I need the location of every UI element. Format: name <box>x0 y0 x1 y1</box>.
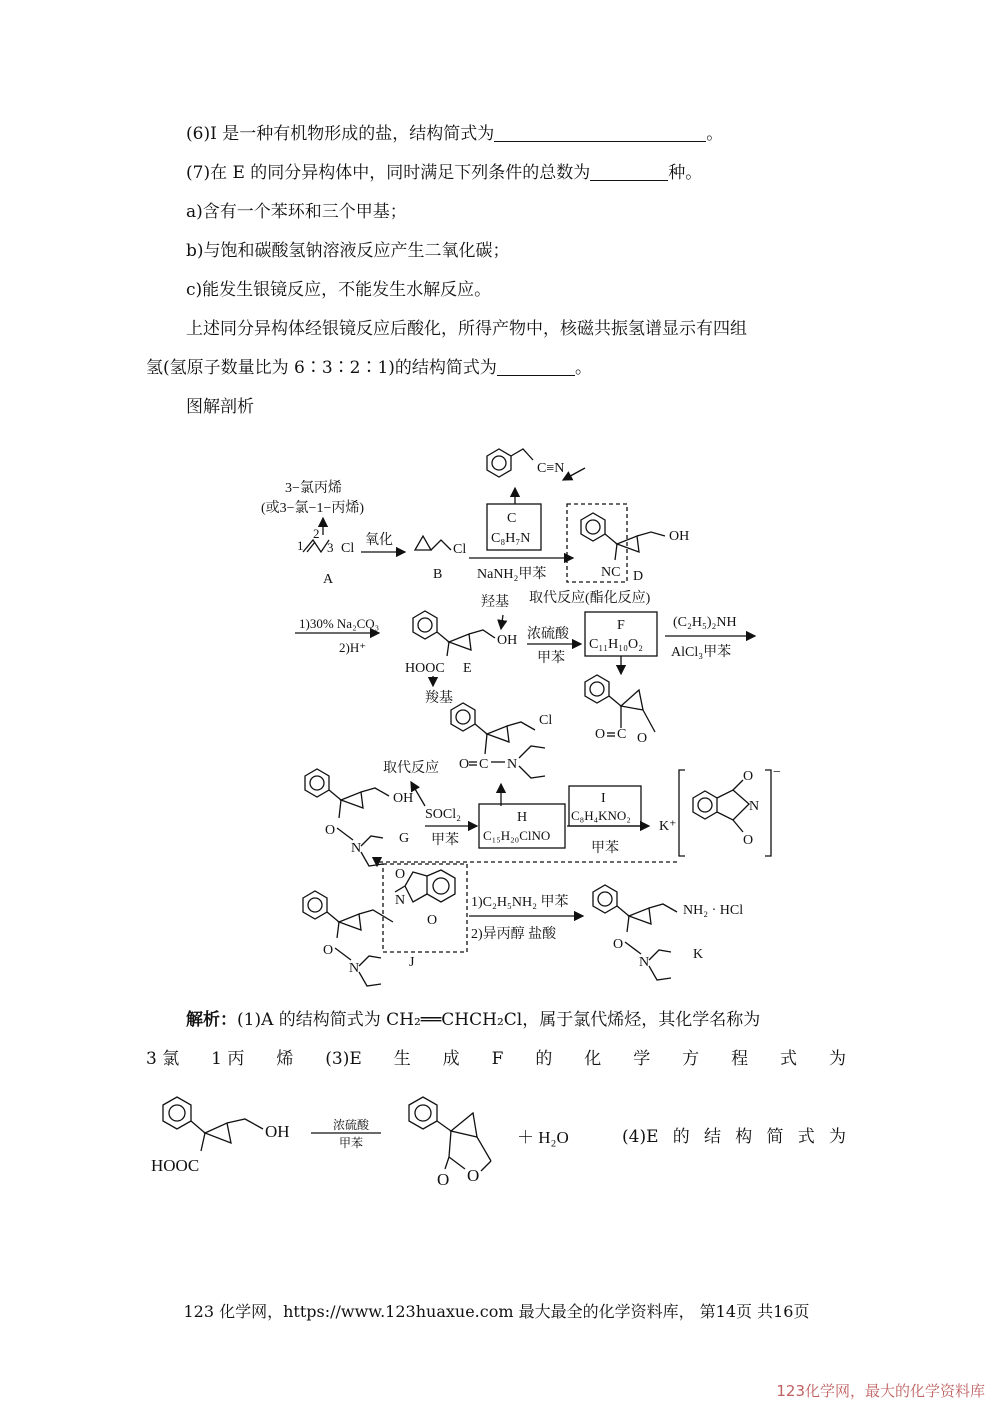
negative-charge: − <box>773 765 781 780</box>
reagent-name-2: (或3−氯−1−丙烯) <box>261 501 365 516</box>
explanation-word: 成 <box>442 1049 460 1069</box>
reagent-3-chloropropene-note <box>261 479 364 516</box>
aluminum-chloride-reagent: AlCl₃甲苯 <box>671 645 732 660</box>
phthalimide-anion <box>679 765 781 856</box>
explanation-word: 烯 <box>276 1049 294 1069</box>
reaction-scheme <box>255 440 781 1000</box>
toluene-solvent: 甲苯 <box>591 841 619 856</box>
carbonyl-oxygen: O <box>395 867 406 882</box>
toluene-solvent: 甲苯 <box>431 833 459 848</box>
label-K: K <box>693 947 704 962</box>
diethylamine-reagent: (C₂H₅)₂NH <box>673 615 737 630</box>
question-7 <box>186 161 702 185</box>
hydroxyl-note: 羟基 <box>481 595 509 610</box>
product-F <box>409 1097 491 1189</box>
atom-number-2: 2 <box>313 526 320 541</box>
carbonyl-oxygen: O <box>459 757 470 772</box>
potassium-ion: K⁺ <box>659 819 677 834</box>
explanation-word: 3 氯 <box>146 1049 180 1069</box>
explanation-line-3 <box>622 1125 846 1149</box>
page-footer: 123 化学网，https://www.123huaxue.com 最大最全的化学资料库， 第14页 共16页 <box>183 1302 810 1321</box>
paragraph-line-2 <box>146 356 592 380</box>
box-C-formula: C₈H₇N <box>491 531 531 546</box>
ethylamine-reagent: 1)C₂H₅NH₂ 甲苯 <box>471 895 569 910</box>
nitrile-label: C≡N <box>537 461 565 476</box>
amide-nitrogen: N <box>507 757 518 772</box>
imide-nitrogen: N <box>395 893 406 908</box>
carboxyl-label: HOOC <box>151 1156 200 1175</box>
molecule-D <box>567 504 689 584</box>
oxidation-label: 氧化 <box>365 533 393 548</box>
explanation-word: F <box>491 1049 504 1069</box>
explanation-word: 方 <box>682 1049 700 1069</box>
molecule-E <box>405 611 517 676</box>
box-H-formula: C₁₅H₂₀ClNO <box>483 828 551 843</box>
explanation-line-2 <box>146 1047 846 1071</box>
chlorine-label: Cl <box>453 542 467 557</box>
molecule-B <box>415 536 466 582</box>
box-H-label: H <box>517 810 528 825</box>
explanation-word: 化 <box>584 1049 602 1069</box>
explanation-word: (3)E <box>325 1049 362 1069</box>
molecule-J <box>303 864 467 986</box>
amide-nitrogen: N <box>351 841 362 856</box>
chlorine-label: Cl <box>539 713 553 728</box>
ring-oxygen: O <box>637 731 648 746</box>
carbonyl-oxygen: O <box>743 769 754 784</box>
explanation-text-1: (1)A 的结构简式为 CH₂══CHCH₂Cl，属于氯代烯烃，其化学名称为 <box>237 1010 761 1030</box>
isopropanol-reagent: 2)异丙醇 盐酸 <box>471 927 557 942</box>
carbonyl-oxygen: O <box>743 833 754 848</box>
sulfuric-acid-reagent: 浓硫酸 <box>527 627 569 642</box>
esterification-label: 取代反应(酯化反应) <box>529 591 651 606</box>
explanation-word: 式 <box>797 1127 815 1147</box>
amine-hydrochloride-label: NH₂ · HCl <box>683 903 744 918</box>
molecule-K <box>593 885 743 980</box>
explanation-word: 式 <box>780 1049 798 1069</box>
paragraph-line-2-end: 。 <box>574 358 592 378</box>
label-B: B <box>433 567 443 582</box>
box-I-formula: C₈H₄KNO₂ <box>571 808 631 823</box>
chloride-structure <box>451 703 552 778</box>
label-A: A <box>323 572 334 587</box>
base-reagent: 1)30% Na₂CO₃ <box>299 616 380 631</box>
condition-b: b)与饱和碳酸氢钠溶液反应产生二氧化碳； <box>186 241 510 261</box>
carbonyl-carbon: C <box>617 727 627 742</box>
paragraph-line-2-text: 氢(氢原子数量比为 6∶3∶2∶1)的结构简式为 <box>146 358 497 378</box>
amide-nitrogen: N <box>639 955 650 970</box>
reagent-name-1: 3−氯丙烯 <box>285 481 342 496</box>
explanation-word: 构 <box>735 1127 753 1147</box>
chlorine-label: Cl <box>341 541 355 556</box>
explanation-word: 的 <box>535 1049 553 1069</box>
lactone-structure <box>585 675 655 746</box>
explanation-word: 程 <box>731 1049 749 1069</box>
answer-blank <box>497 357 575 376</box>
toluene-solvent: 甲苯 <box>339 1136 364 1150</box>
label-J: J <box>409 955 415 970</box>
hydroxyl-label: OH <box>393 791 414 806</box>
molecule-G <box>305 769 413 866</box>
hydroxyl-note-arrow <box>501 615 503 629</box>
explanation-word: 的 <box>672 1127 690 1147</box>
box-I-label: I <box>601 791 606 806</box>
section-title: 图解剖析 <box>186 397 254 417</box>
explanation-word: 为 <box>828 1049 846 1069</box>
question-6-end: 。 <box>706 124 724 144</box>
condition-a: a)含有一个苯环和三个甲基； <box>186 202 407 222</box>
carbonyl-carbon: C <box>479 757 489 772</box>
carbonyl-oxygen: O <box>595 727 606 742</box>
answer-blank <box>494 123 706 142</box>
atom-number-3: 3 <box>327 540 334 555</box>
paragraph-line-1: 上述同分异构体经银镜反应后酸化，所得产物中，核磁共振氢谱显示有四组 <box>186 319 747 339</box>
explanation-word: 生 <box>393 1049 411 1069</box>
explanation-word: 1 丙 <box>211 1049 245 1069</box>
benzyl-nitrile <box>487 449 564 477</box>
nitrile-label: NC <box>601 565 621 580</box>
question-6 <box>186 122 723 146</box>
watermark: 123化学网，最大的化学资料库 <box>776 1382 985 1400</box>
hydroxyl-label: OH <box>497 633 518 648</box>
ring-oxygen: O <box>467 1166 480 1185</box>
hydroxyl-label: OH <box>265 1122 290 1141</box>
molecule-A <box>297 526 354 587</box>
box-F-label: F <box>617 618 625 633</box>
toluene-solvent: 甲苯 <box>537 651 565 666</box>
explanation-label: 解析： <box>186 1010 237 1030</box>
label-G: G <box>399 831 410 846</box>
explanation-word: (4)E <box>622 1127 659 1147</box>
label-E: E <box>463 661 472 676</box>
box-F-formula: C₁₁H₁₀O₂ <box>589 637 643 652</box>
carboxyl-label: HOOC <box>405 661 445 676</box>
question-7-end: 种。 <box>668 163 703 183</box>
explanation-word: 简 <box>766 1127 784 1147</box>
water-term: ＋ H₂O <box>517 1128 569 1147</box>
question-7-text: (7)在 E 的同分异构体中，同时满足下列条件的总数为 <box>186 163 591 183</box>
question-6-text: (6)I 是一种有机物形成的盐，结构简式为 <box>186 124 495 144</box>
answer-blank <box>590 162 668 181</box>
carbonyl-oxygen: O <box>437 1170 450 1189</box>
box-C-label: C <box>507 511 517 526</box>
sulfuric-acid-reagent: 浓硫酸 <box>333 1118 370 1132</box>
hydroxyl-label: OH <box>669 529 690 544</box>
explanation-line-1 <box>186 1008 760 1032</box>
condition-c: c)能发生银镜反应，不能发生水解反应。 <box>186 280 492 300</box>
sodium-amide-reagent: NaNH₂甲苯 <box>477 567 547 582</box>
carbonyl-oxygen: O <box>325 823 336 838</box>
amide-nitrogen: N <box>349 961 360 976</box>
thionyl-chloride-reagent: SOCl₂ <box>425 807 462 822</box>
carboxyl-note: 羧基 <box>425 691 453 706</box>
arrow-D-to-nitrile <box>563 468 585 480</box>
explanation-word: 结 <box>704 1127 721 1147</box>
carbonyl-oxygen: O <box>323 943 334 958</box>
label-D: D <box>633 569 644 584</box>
explanation-word: 学 <box>633 1049 651 1069</box>
reactant-E <box>151 1097 290 1175</box>
carbonyl-oxygen: O <box>427 913 438 928</box>
acid-reagent: 2)H⁺ <box>339 640 367 655</box>
explanation-word: 为 <box>829 1127 846 1147</box>
imide-nitrogen: N <box>749 799 760 814</box>
substitution-label: 取代反应 <box>383 761 439 776</box>
atom-number-1: 1 <box>297 538 304 553</box>
carbonyl-oxygen: O <box>613 937 624 952</box>
